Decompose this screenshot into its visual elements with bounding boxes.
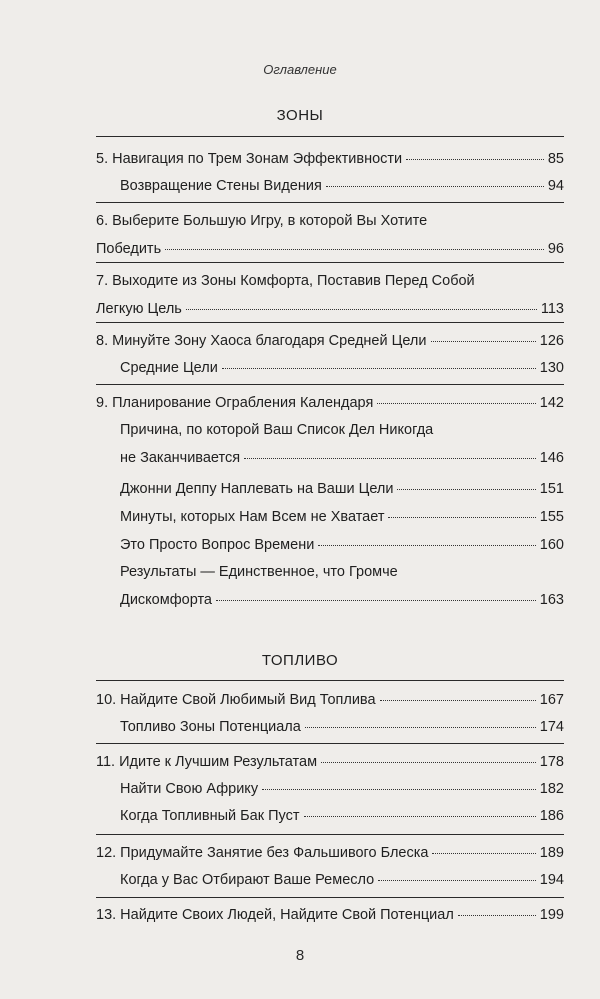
dot-leader xyxy=(388,517,535,518)
section-title-fuel: ТОПЛИВО xyxy=(261,652,339,669)
toc-entry-title: 11. Идите к Лучшим Результатам xyxy=(96,754,318,770)
toc-entry-page: 167 xyxy=(539,692,564,708)
toc-subentry xyxy=(120,871,564,889)
dot-leader xyxy=(186,309,537,310)
toc-entry xyxy=(96,394,564,412)
toc-entry-title: 9. Планирование Ограбления Календаря xyxy=(96,395,374,411)
dot-leader xyxy=(244,458,536,459)
toc-entry-title: Возвращение Стены Видения xyxy=(120,178,322,194)
toc-subentry xyxy=(120,177,564,195)
toc-entry-title: Это Просто Вопрос Времени xyxy=(120,537,315,553)
toc-entry-page: 186 xyxy=(539,808,564,824)
toc-entry xyxy=(96,150,564,168)
toc-entry-page: 182 xyxy=(539,781,564,797)
section-divider xyxy=(96,680,564,681)
dot-leader xyxy=(318,545,535,546)
dot-leader xyxy=(216,600,536,601)
toc-entry-title: Легкую Цель xyxy=(96,301,182,317)
dot-leader xyxy=(431,341,536,342)
toc-entry-page: 146 xyxy=(539,450,564,466)
toc-entry-page: 155 xyxy=(539,509,564,525)
toc-entry xyxy=(96,691,564,709)
dot-leader xyxy=(377,403,536,404)
dot-leader xyxy=(262,789,536,790)
toc-entry-page: 142 xyxy=(539,395,564,411)
toc-entry-title-line1: 7. Выходите из Зоны Комфорта, Поставив Перед Собой xyxy=(96,273,475,289)
toc-entry-page: 126 xyxy=(539,333,564,349)
entry-divider xyxy=(96,743,564,744)
toc-entry-title: 5. Навигация по Трем Зонам Эффективности xyxy=(96,151,403,167)
dot-leader xyxy=(305,727,536,728)
toc-entry-title: Средние Цели xyxy=(120,360,218,376)
dot-leader xyxy=(304,816,536,817)
entry-divider xyxy=(96,834,564,835)
toc-entry-page: 189 xyxy=(539,845,564,861)
toc-entry-title: 8. Минуйте Зону Хаоса благодаря Средней Цели xyxy=(96,333,427,349)
toc-entry-title: Минуты, которых Нам Всем не Хватает xyxy=(120,509,385,525)
toc-subentry xyxy=(120,480,564,498)
toc-entry-title: Найти Свою Африку xyxy=(120,781,259,797)
toc-subentry xyxy=(120,807,564,825)
toc-entry-page: 96 xyxy=(547,241,564,257)
toc-entry-title: 13. Найдите Своих Людей, Найдите Свой Потенциал xyxy=(96,907,454,923)
toc-entry xyxy=(96,212,564,258)
section-divider xyxy=(96,136,564,137)
entry-divider xyxy=(96,897,564,898)
dot-leader xyxy=(326,186,544,187)
toc-entry-title-line1: 6. Выберите Большую Игру, в которой Вы Хотите xyxy=(96,213,428,229)
toc-entry-page: 160 xyxy=(539,537,564,553)
toc-entry-title: Победить xyxy=(96,241,162,257)
toc-subentry xyxy=(120,780,564,798)
dot-leader xyxy=(222,368,536,369)
toc-entry-title-line1: Результаты — Единственное, что Громче xyxy=(120,564,398,580)
toc-entry-title: Джонни Деппу Наплевать на Ваши Цели xyxy=(120,481,394,497)
toc-subentry xyxy=(120,536,564,554)
dot-leader xyxy=(321,762,536,763)
toc-entry-page: 194 xyxy=(539,872,564,888)
page-number: 8 xyxy=(295,947,305,964)
dot-leader xyxy=(458,915,536,916)
toc-entry-page: 174 xyxy=(539,719,564,735)
toc-subentry xyxy=(120,359,564,377)
toc-entry xyxy=(96,332,564,350)
toc-entry xyxy=(96,844,564,862)
toc-entry-title: Когда у Вас Отбирают Ваше Ремесло xyxy=(120,872,375,888)
entry-divider xyxy=(96,262,564,263)
toc-entry-title: не Заканчивается xyxy=(120,450,241,466)
toc-entry-page: 151 xyxy=(539,481,564,497)
dot-leader xyxy=(432,853,535,854)
toc-entry-title: Топливо Зоны Потенциала xyxy=(120,719,301,735)
toc-entry-page: 130 xyxy=(539,360,564,376)
toc-entry-title-line1: Причина, по которой Ваш Список Дел Никогда xyxy=(120,422,434,438)
dot-leader xyxy=(378,880,536,881)
toc-entry-page: 113 xyxy=(540,301,564,317)
dot-leader xyxy=(165,249,544,250)
entry-divider xyxy=(96,322,564,323)
dot-leader xyxy=(406,159,544,160)
entry-divider xyxy=(96,202,564,203)
toc-entry xyxy=(96,906,564,924)
running-head: Оглавление xyxy=(263,62,337,77)
toc-entry-page: 178 xyxy=(539,754,564,770)
entry-divider xyxy=(96,384,564,385)
toc-entry-title: Дискомфорта xyxy=(120,592,212,608)
toc-entry-title: 10. Найдите Свой Любимый Вид Топлива xyxy=(96,692,376,708)
toc-entry-page: 163 xyxy=(539,592,564,608)
toc-entry xyxy=(96,272,564,318)
toc-entry-title: Когда Топливный Бак Пуст xyxy=(120,808,300,824)
toc-entry xyxy=(96,753,564,771)
toc-entry-title: 12. Придумайте Занятие без Фальшивого Блеска xyxy=(96,845,429,861)
toc-entry-page: 85 xyxy=(547,151,564,167)
toc-subentry xyxy=(120,563,564,609)
toc-entry-page: 94 xyxy=(547,178,564,194)
dot-leader xyxy=(397,489,535,490)
dot-leader xyxy=(380,700,536,701)
toc-subentry xyxy=(120,508,564,526)
section-title-zones: ЗОНЫ xyxy=(276,107,324,124)
toc-subentry xyxy=(120,421,564,467)
toc-subentry xyxy=(120,718,564,736)
toc-entry-page: 199 xyxy=(539,907,564,923)
